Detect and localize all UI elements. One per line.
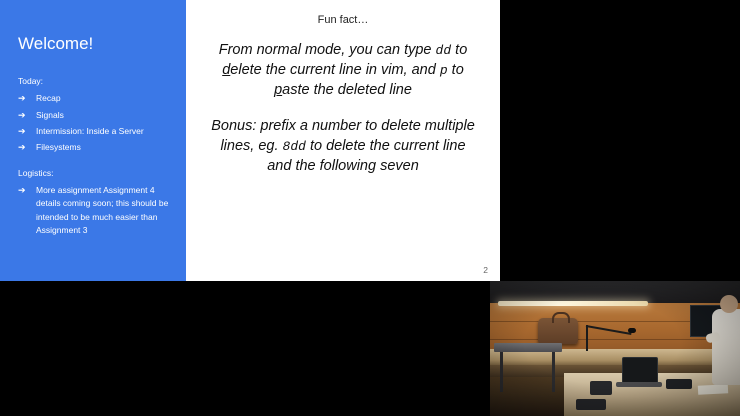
text-fragment: From normal mode, you can type — [218, 42, 436, 58]
text-fragment: Bonus: prefix a number to delete multiple lines, eg. — [211, 118, 475, 154]
presentation-slide — [0, 0, 500, 281]
fun-fact-paragraph-2 — [208, 116, 478, 176]
today-list — [18, 92, 172, 154]
list-item-label: Signals — [36, 109, 64, 120]
logistics-label: Logistics: — [18, 168, 54, 179]
slide-page-number: 2 — [483, 265, 488, 275]
presenter-body — [712, 309, 740, 385]
light-strip — [498, 301, 648, 306]
text-fragment: to — [451, 42, 468, 58]
arrow-icon: ➔ — [18, 93, 26, 104]
slide-sidebar-panel — [0, 0, 186, 281]
lecture-hall-video-feed — [490, 281, 740, 416]
today-label: Today: — [18, 76, 44, 87]
side-table-top — [494, 343, 562, 352]
fun-fact-heading: Fun fact… — [317, 14, 369, 26]
list-item — [18, 109, 172, 122]
arrow-icon: ➔ — [18, 185, 26, 196]
text-fragment: to delete the current line and the following seven — [267, 138, 466, 174]
desk-device — [576, 399, 606, 410]
logistics-list — [18, 184, 172, 237]
fun-fact-paragraph-1 — [208, 40, 478, 100]
desk-device — [666, 379, 692, 389]
code-p: p — [439, 63, 448, 78]
arrow-icon: ➔ — [18, 109, 26, 120]
ceiling-area — [490, 281, 740, 303]
list-item-label: Intermission: Inside a Server — [36, 125, 144, 136]
code-8dd: 8dd — [282, 139, 306, 154]
list-item-label: More assignment Assignment 4 details coming soon; this should be intended to be much easier than Assignment 3 — [36, 185, 169, 235]
wood-seam — [490, 339, 740, 340]
side-table-leg — [552, 352, 555, 392]
desk-device — [590, 381, 612, 395]
list-item-label: Recap — [36, 93, 61, 104]
microphone-head — [628, 328, 636, 333]
text-fragment: aste the deleted line — [282, 82, 412, 98]
arrow-icon: ➔ — [18, 141, 26, 152]
bag-handle — [552, 312, 570, 323]
presenter-head — [720, 295, 738, 313]
papers-stack — [698, 384, 728, 395]
list-item — [18, 141, 172, 154]
arrow-icon: ➔ — [18, 125, 26, 136]
underline-p: p — [274, 82, 283, 98]
slide-content-panel — [186, 0, 500, 281]
list-item — [18, 92, 172, 105]
laptop-base — [616, 382, 662, 387]
slide-title: Welcome! — [18, 34, 94, 53]
code-dd: dd — [435, 43, 452, 58]
text-fragment: elete the current line in vim, and — [230, 62, 440, 78]
microphone-stem — [586, 325, 588, 351]
list-item-label: Filesystems — [36, 141, 81, 152]
side-table-leg — [500, 352, 503, 392]
list-item — [18, 125, 172, 138]
laptop-screen — [622, 357, 658, 385]
list-item — [18, 184, 172, 237]
underline-d: d — [222, 62, 231, 78]
text-fragment: to — [447, 62, 464, 78]
